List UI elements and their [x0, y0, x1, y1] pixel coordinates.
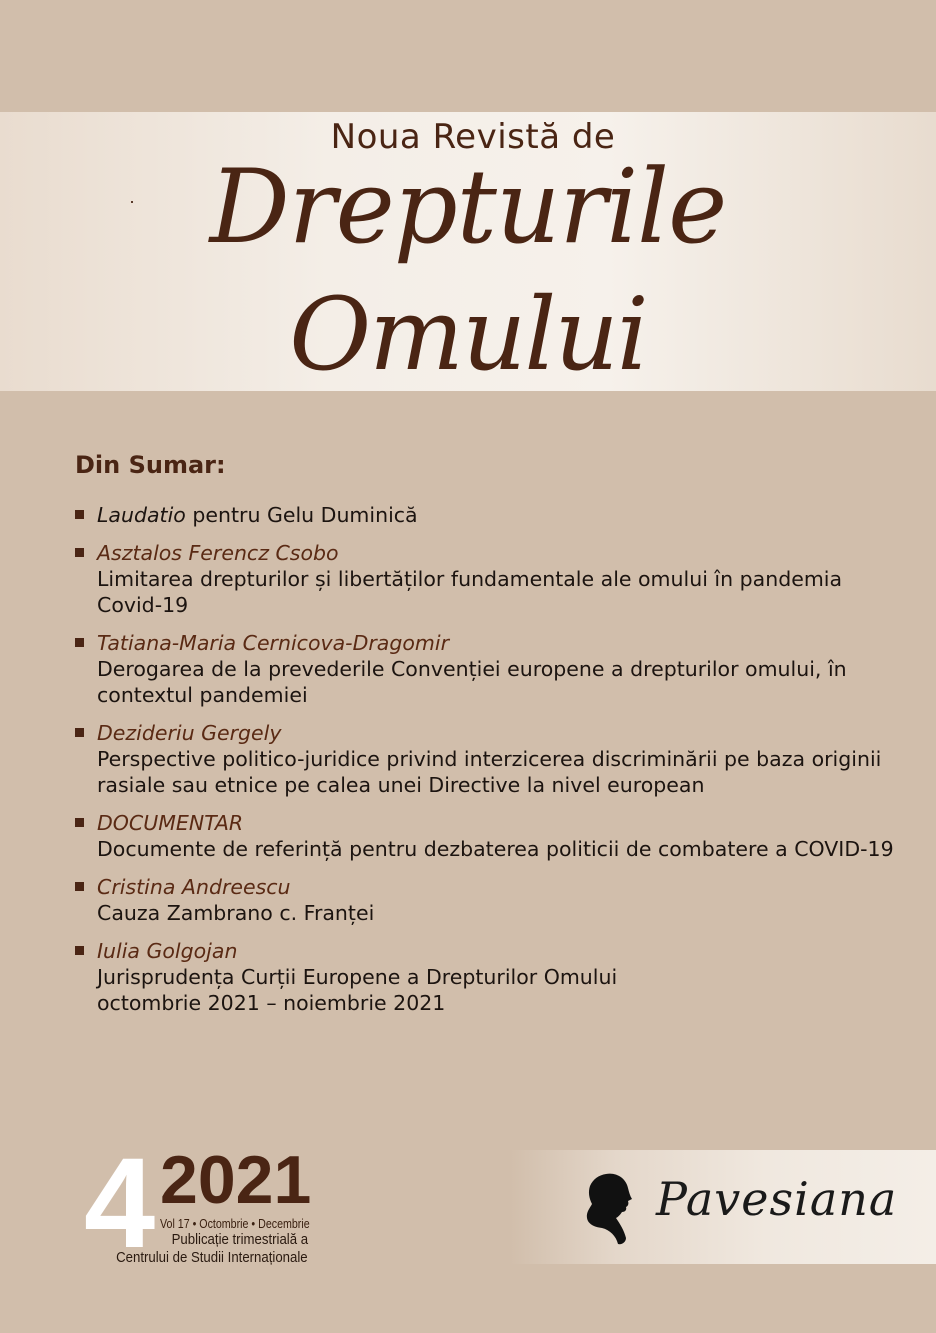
- journal-title-line-2: Omului: [289, 276, 647, 393]
- table-of-contents: [75, 502, 895, 1028]
- toc-item: [75, 540, 895, 618]
- square-bullet-icon: [75, 818, 84, 827]
- summary-heading: Din Sumar:: [75, 451, 226, 479]
- laudatio-italic: Laudatio: [97, 503, 186, 527]
- laudatio-text: pentru Gelu Duminică: [192, 503, 418, 527]
- square-bullet-icon: [75, 638, 84, 647]
- toc-title-line: contextul pandemiei: [97, 683, 308, 707]
- toc-item: [75, 810, 895, 862]
- toc-title-line: Perspective politico-juridice privind interzicerea discriminării pe baza originii: [97, 747, 882, 771]
- toc-item: [75, 938, 895, 1016]
- journal-subtitle: Noua Revistă de: [330, 117, 616, 157]
- toc-title-line: rasiale sau etnice pe calea unei Directive la nivel european: [97, 773, 705, 797]
- toc-author: Dezideriu Gergely: [97, 721, 282, 745]
- issue-year: 2021: [160, 1142, 312, 1218]
- toc-item: [75, 630, 895, 708]
- publisher-logo: Pavesiana: [656, 1172, 898, 1226]
- toc-title-line: octombrie 2021 – noiembrie 2021: [97, 991, 446, 1015]
- volume-line: Vol 17 • Octombrie • Decembrie: [160, 1216, 310, 1231]
- toc-title-line: Covid-19: [97, 593, 189, 617]
- toc-author: DOCUMENTAR: [97, 811, 244, 835]
- toc-author: Tatiana-Maria Cernicova-Dragomir: [97, 631, 450, 655]
- toc-title-line: Jurisprudența Curții Europene a Drepturilor Omului: [97, 965, 618, 989]
- toc-author: Asztalos Ferencz Csobo: [97, 541, 339, 565]
- journal-title-line-1: Drepturile: [209, 148, 727, 267]
- toc-author: Iulia Golgojan: [97, 939, 238, 963]
- toc-title-line: Limitarea drepturilor și libertăților fundamentale ale omului în pandemia: [97, 567, 843, 591]
- toc-item-laudatio: [75, 502, 895, 528]
- toc-title-line: Documente de referință pentru dezbaterea politicii de combatere a COVID-19: [97, 837, 894, 861]
- speck: [131, 201, 133, 203]
- toc-item: [75, 720, 895, 798]
- issue-number: 4: [84, 1132, 156, 1275]
- publication-line-2: Centrului de Studii Internaționale: [116, 1249, 308, 1266]
- publication-line-1: Publicație trimestrială a: [171, 1231, 308, 1248]
- publisher-silhouette-icon: [586, 1172, 634, 1246]
- toc-author: Cristina Andreescu: [97, 875, 291, 899]
- square-bullet-icon: [75, 728, 84, 737]
- square-bullet-icon: [75, 882, 84, 891]
- toc-title-line: Cauza Zambrano c. Franței: [97, 901, 375, 925]
- square-bullet-icon: [75, 548, 84, 557]
- toc-title-line: Derogarea de la prevederile Convenției europene a drepturilor omului, în: [97, 657, 847, 681]
- square-bullet-icon: [75, 946, 84, 955]
- toc-item: [75, 874, 895, 926]
- square-bullet-icon: [75, 510, 84, 519]
